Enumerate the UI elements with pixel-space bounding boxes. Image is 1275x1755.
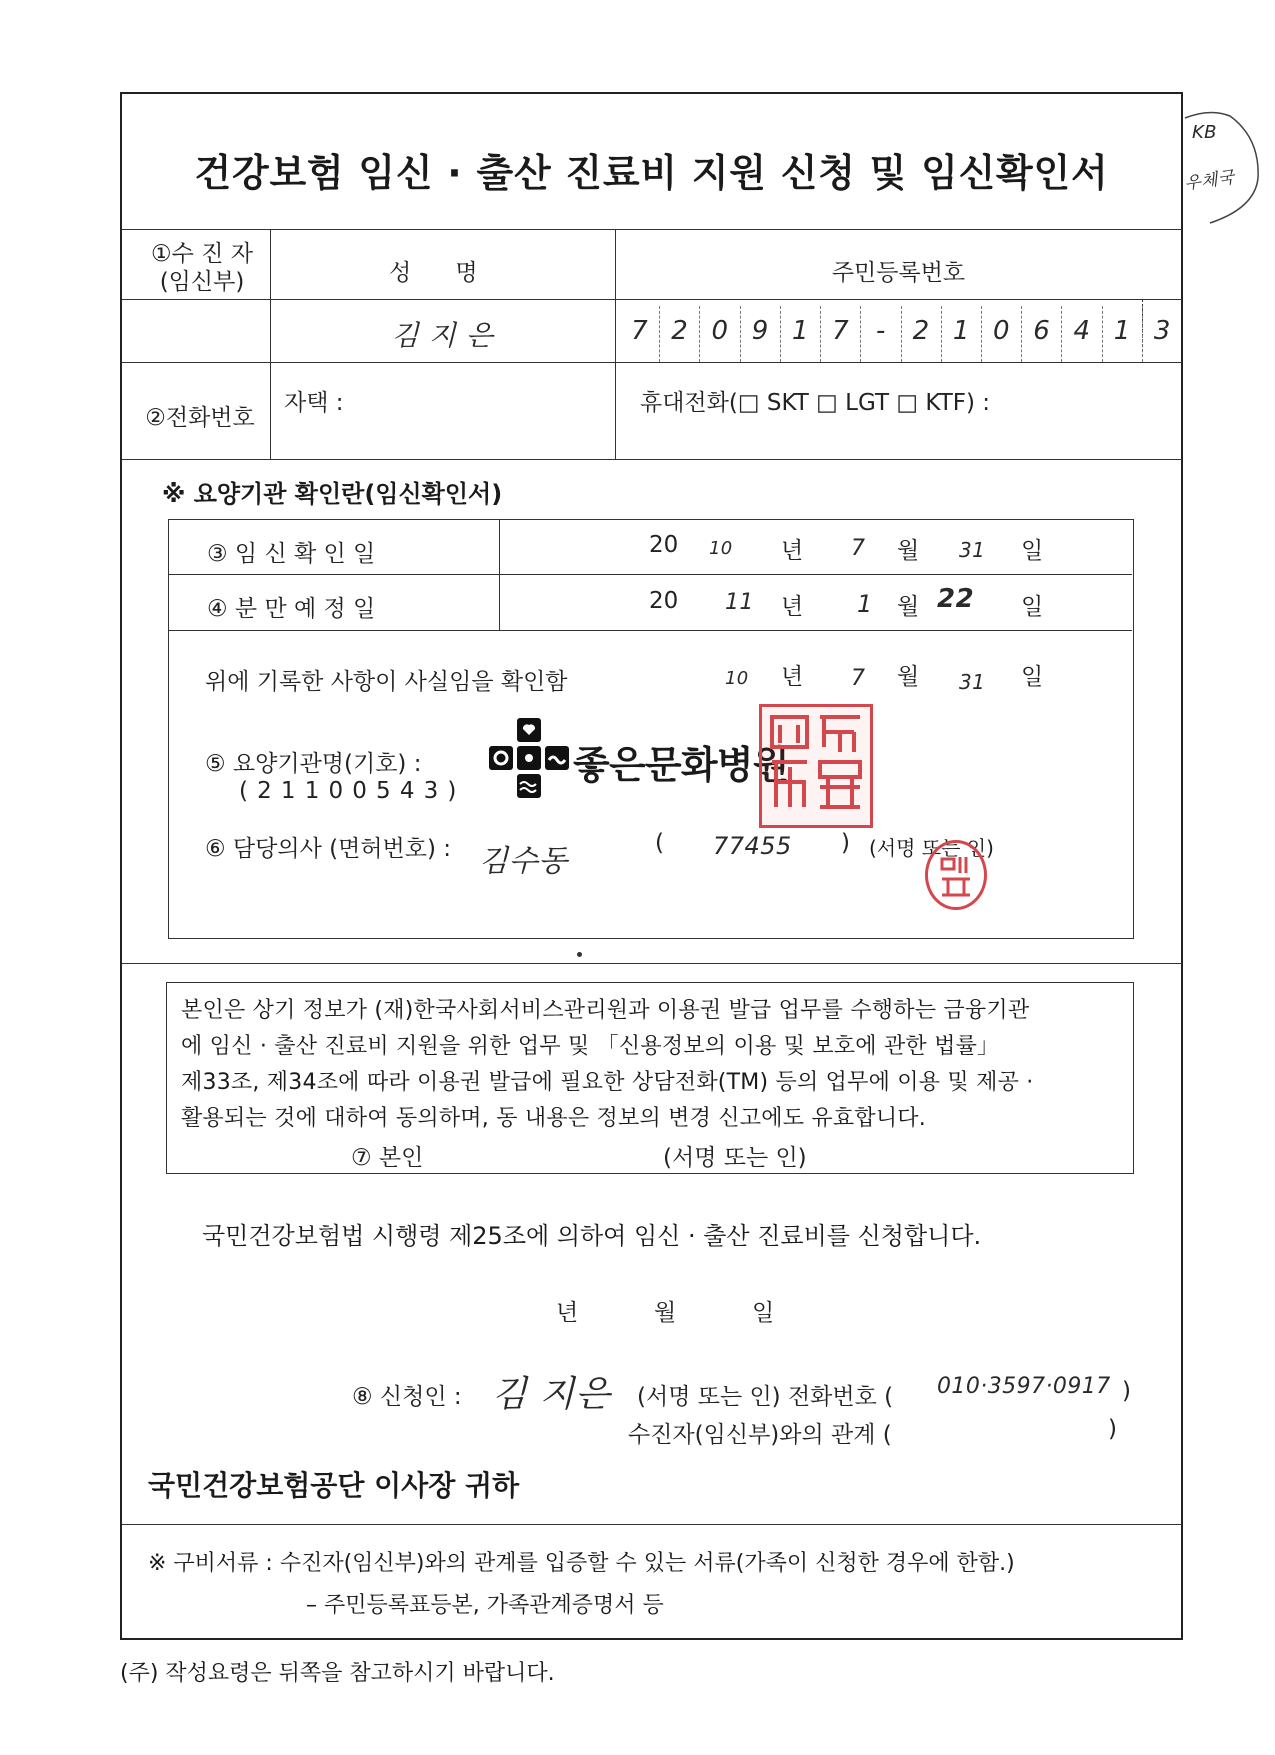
institution-label: ⑤ 요양기관명(기호) :	[205, 751, 422, 777]
applicant-sign-label: (서명 또는 인) 전화번호 (	[637, 1384, 894, 1410]
consent-line-1: 본인은 상기 정보가 (재)한국사회서비스관리원과 이용권 발급 업무를 수행하는 금융기관	[181, 998, 1030, 1023]
recipient-label-line-2: (임신부)	[159, 269, 245, 295]
doctor-name: 김수동	[479, 844, 568, 879]
application-statement: 국민건강보험법 시행령 제25조에 의하여 임신 · 출산 진료비를 신청합니다.	[202, 1222, 982, 1250]
rrn-digit: 1	[1103, 306, 1143, 362]
relation-close: )	[1108, 1416, 1117, 1442]
row3-day: 31	[959, 538, 986, 562]
margin-note-line-1: KB	[1192, 122, 1217, 143]
consent-line-4: 활용되는 것에 대하여 동의하며, 동 내용은 정보의 변경 신고에도 유효합니다.	[181, 1106, 926, 1131]
hospital-confirm-box	[168, 519, 1134, 939]
documents-line-2: – 주민등록표등본, 가족관계증명서 등	[306, 1593, 664, 1618]
row3-month: 7	[851, 536, 866, 561]
confirm-day: 31	[959, 670, 986, 694]
relation-label: 수진자(임신부)와의 관계 (	[628, 1422, 892, 1448]
phone-label: ②전화번호	[145, 405, 255, 431]
recipient-label-line-1: ①수 진 자	[151, 241, 253, 267]
row4-year: 11	[725, 590, 754, 615]
documents-line-1: ※ 구비서류 : 수진자(임신부)와의 관계를 입증할 수 있는 서류(가족이 신청한 경우에 한함.)	[148, 1551, 1015, 1576]
recipient-name-value: 김 지 은	[391, 319, 494, 352]
hospital-logo-icon	[489, 718, 569, 798]
applicant-phone-close: )	[1122, 1378, 1131, 1404]
home-phone-label: 자택 :	[284, 390, 344, 416]
addressee: 국민건강보험공단 이사장 귀하	[148, 1469, 520, 1502]
consent-line-3: 제33조, 제34조에 따라 이용권 발급에 필요한 상담전화(TM) 등의 업무에 이용 및 제공 ·	[181, 1070, 1034, 1095]
row3-year-label: 년	[781, 538, 804, 564]
consent-line-2: 에 임신 · 출산 진료비 지원을 위한 업무 및 「신용정보의 이용 및 보호에 관한 법률」	[181, 1034, 1000, 1059]
form-title: 건강보험 임신 · 출산 진료비 지원 신청 및 임신확인서	[194, 151, 1109, 195]
applicant-name: 김 지은	[492, 1374, 611, 1415]
application-year-label: 년	[556, 1300, 579, 1326]
rrn-digit: 1	[781, 306, 821, 362]
pregnancy-confirm-date-label: ③ 임 신 확 인 일	[207, 541, 376, 567]
rrn-digit: 6	[1022, 306, 1062, 362]
rrn-digit: 7	[620, 306, 660, 362]
application-month-label: 월	[654, 1300, 677, 1326]
row3-year: 10	[709, 538, 733, 559]
rrn-digit: 0	[982, 306, 1022, 362]
confirm-month-label: 월	[897, 664, 920, 690]
rrn-digit: -	[861, 306, 901, 362]
rrn-header: 주민등록번호	[831, 260, 966, 286]
rrn-digit: 3	[1153, 316, 1171, 346]
consent-sign-label: (서명 또는 인)	[663, 1145, 807, 1171]
hospital-name: 좋은문화병원	[573, 743, 789, 787]
consent-box	[166, 982, 1134, 1174]
divider-dot	[577, 952, 582, 957]
recipient-label	[134, 240, 270, 296]
license-open-paren: (	[655, 830, 664, 856]
rrn-digit: 2	[902, 306, 942, 362]
row4-month: 1	[857, 590, 873, 618]
footnote: (주) 작성요령은 뒤쪽을 참고하시기 바랍니다.	[120, 1661, 555, 1686]
mobile-phone-label: 휴대전화(□ SKT □ LGT □ KTF) :	[640, 390, 991, 416]
row4-year-label: 년	[781, 594, 804, 620]
row4-day: 22	[937, 584, 975, 614]
applicant-phone: 010·3597·0917	[937, 1374, 1111, 1399]
application-form	[120, 92, 1183, 1640]
institution-code: ( 2 1 1 0 0 5 4 3 )	[239, 778, 458, 804]
rrn-value	[620, 306, 1182, 362]
row3-day-label: 일	[1021, 538, 1044, 564]
row4-day-label: 일	[1021, 594, 1044, 620]
margin-note-line-2: 우체국	[1183, 167, 1236, 195]
rrn-digit: 0	[700, 306, 740, 362]
license-number: 77455	[713, 832, 792, 860]
rrn-digit: 7	[821, 306, 861, 362]
rrn-digit: 1	[942, 306, 982, 362]
doctor-label: ⑥ 담당의사 (면허번호) :	[205, 836, 451, 862]
license-close-paren: )	[841, 830, 850, 856]
doctor-seal-icon	[925, 840, 987, 910]
rrn-digit: 4	[1062, 306, 1102, 362]
confirm-statement: 위에 기록한 사항이 사실임을 확인함	[205, 669, 568, 695]
row4-month-label: 월	[897, 594, 920, 620]
consent-self-label: ⑦ 본인	[351, 1145, 424, 1171]
confirm-year-label: 년	[781, 664, 804, 690]
row3-century: 20	[649, 532, 679, 558]
confirm-day-label: 일	[1021, 664, 1044, 690]
doctor-sign-label: (서명 또는 인)	[869, 836, 994, 860]
confirm-year: 10	[725, 668, 749, 689]
hospital-section-header: ※ 요양기관 확인란(임신확인서)	[162, 480, 503, 508]
row4-century: 20	[649, 588, 679, 614]
application-day-label: 일	[752, 1300, 775, 1326]
due-date-label: ④ 분 만 예 정 일	[207, 596, 376, 622]
row3-month-label: 월	[897, 538, 920, 564]
rrn-digit: 9	[741, 306, 781, 362]
name-header: 성 명	[389, 260, 496, 286]
margin-note	[1180, 108, 1270, 228]
applicant-label: ⑧ 신청인 :	[352, 1384, 462, 1410]
confirm-month: 7	[851, 666, 866, 691]
rrn-digit: 2	[660, 306, 700, 362]
hospital-seal-icon	[759, 704, 873, 828]
